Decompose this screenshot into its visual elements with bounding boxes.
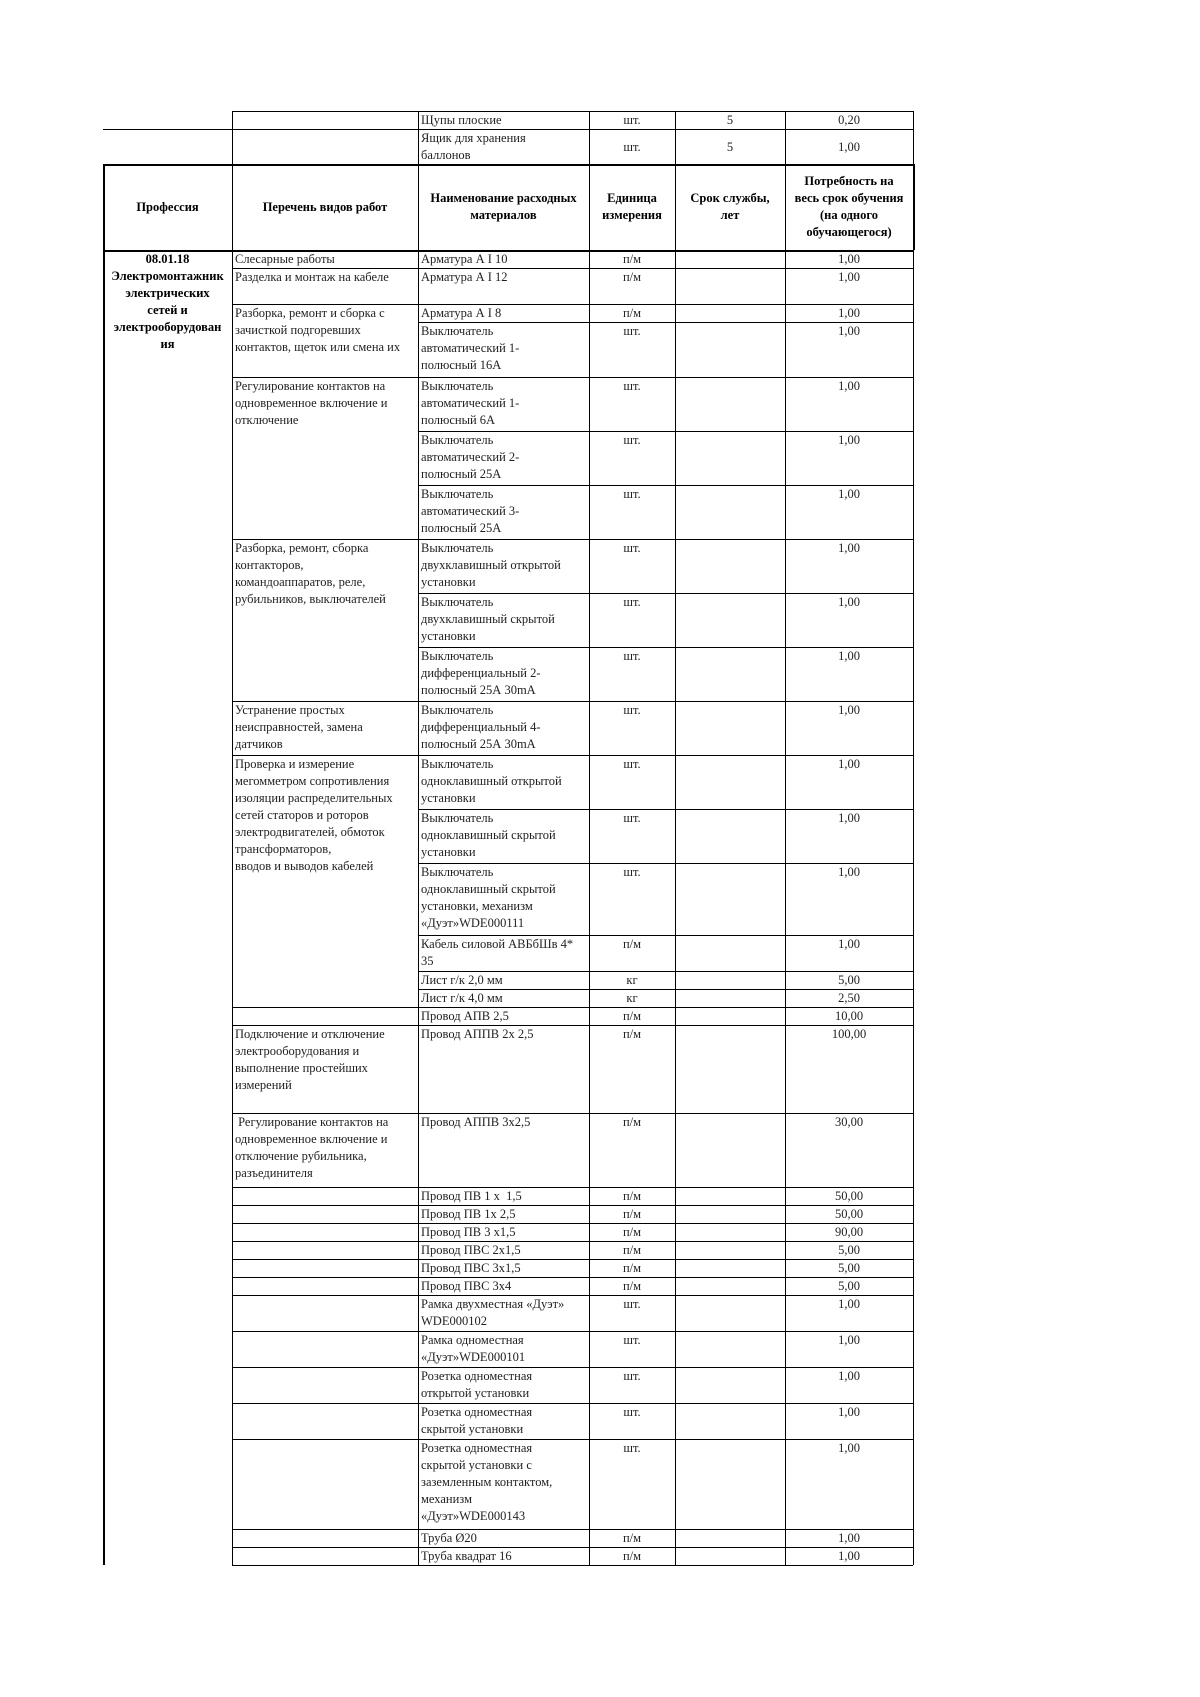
works-rule bbox=[232, 1529, 418, 1530]
unit-value: п/м bbox=[622, 306, 642, 320]
works-rule bbox=[232, 1547, 418, 1548]
need-value: 100,00 bbox=[831, 1027, 867, 1041]
work-type: Регулирование контактов на одновременное включение и отключение bbox=[235, 379, 388, 427]
material-name: Арматура А I 12 bbox=[421, 270, 508, 284]
unit-value: шт. bbox=[623, 865, 641, 879]
header-col-rule bbox=[913, 164, 915, 250]
unit-value: шт. bbox=[623, 1333, 641, 1347]
material-name: Выключатель одноклавишный скрытой установки, механизм «Дуэт»WDE000111 bbox=[421, 865, 556, 930]
work-type: Слесарные работы bbox=[235, 252, 335, 266]
material-name: Выключатель автоматический 2- полюсный 25А bbox=[421, 433, 520, 481]
material-name: Выключатель двухклавишный открытой установки bbox=[421, 541, 561, 589]
header-rule bbox=[103, 164, 913, 166]
row-rule bbox=[418, 1403, 913, 1404]
need-value: 1,00 bbox=[838, 139, 860, 154]
need-value: 30,00 bbox=[834, 1115, 864, 1129]
col-rule bbox=[785, 250, 786, 1565]
need-value: 1,00 bbox=[838, 306, 860, 320]
row-rule bbox=[418, 593, 913, 594]
header-profession: Профессия bbox=[136, 199, 199, 214]
material-name: Провод АППВ 2х 2,5 bbox=[421, 1027, 534, 1041]
row-rule bbox=[418, 755, 913, 756]
works-rule bbox=[232, 1439, 418, 1440]
work-type: Разборка, ремонт и сборка с зачисткой подгоревших контактов, щеток или смена их bbox=[235, 306, 401, 354]
service-life-value: 5 bbox=[726, 113, 734, 127]
need-value: 90,00 bbox=[834, 1225, 864, 1239]
unit-value: шт. bbox=[623, 1405, 641, 1419]
unit-value: шт. bbox=[623, 487, 641, 501]
row-rule bbox=[418, 863, 913, 864]
material-name: Провод АПВ 2,5 bbox=[421, 1009, 509, 1023]
row-rule bbox=[418, 1113, 913, 1114]
row-rule bbox=[418, 1223, 913, 1224]
material-name: Кабель силовой АВБбШв 4* 35 bbox=[421, 937, 574, 968]
top-col-rule bbox=[913, 111, 914, 164]
material-name: Провод ПВ 3 х1,5 bbox=[421, 1225, 516, 1239]
work-type: Проверка и измерение мегомметром сопротивления изоляции распределительных сетей статоров и роторов электродвигателей, обмоток трансформаторов, вводов и выводов кабелей bbox=[235, 757, 393, 873]
material-name: Провод ПВС 3х1,5 bbox=[421, 1261, 521, 1275]
row-rule bbox=[418, 1205, 913, 1206]
material-name: Розетка одноместная открытой установки bbox=[421, 1369, 533, 1400]
unit-value: п/м bbox=[622, 1531, 642, 1545]
need-value: 50,00 bbox=[834, 1207, 864, 1221]
top-col-rule bbox=[418, 111, 419, 164]
unit-value: п/м bbox=[622, 252, 642, 266]
material-name: Лист г/к 2,0 мм bbox=[421, 973, 503, 987]
profession-code: 08.01.18 bbox=[145, 252, 190, 266]
works-rule bbox=[232, 1277, 418, 1278]
row-rule bbox=[418, 1295, 913, 1296]
row-rule bbox=[418, 1007, 913, 1008]
row-rule bbox=[418, 1529, 913, 1530]
material-name: Выключатель автоматический 1- полюсный 6А bbox=[421, 379, 520, 427]
need-value: 5,00 bbox=[838, 973, 860, 987]
need-value: 1,00 bbox=[838, 1333, 860, 1347]
material-name: Арматура А I 8 bbox=[421, 306, 502, 320]
need-value: 1,00 bbox=[838, 1549, 860, 1563]
unit-value: шт. bbox=[623, 113, 641, 127]
need-value: 5,00 bbox=[838, 1279, 860, 1293]
row-rule bbox=[418, 935, 913, 936]
row-rule bbox=[418, 377, 913, 378]
unit-value: п/м bbox=[622, 1225, 642, 1239]
top-col-rule bbox=[232, 111, 233, 164]
unit-value: шт. bbox=[623, 1369, 641, 1383]
unit-value: п/м bbox=[622, 1207, 642, 1221]
need-value: 1,00 bbox=[838, 433, 860, 447]
need-value: 5,00 bbox=[838, 1261, 860, 1275]
works-rule bbox=[232, 1367, 418, 1368]
unit-value: шт. bbox=[623, 379, 641, 393]
unit-value: п/м bbox=[622, 937, 642, 951]
need-value: 1,00 bbox=[838, 1531, 860, 1545]
unit-value: шт. bbox=[623, 1297, 641, 1311]
material-name: Лист г/к 4,0 мм bbox=[421, 991, 503, 1005]
work-type: Разборка, ремонт, сборка контакторов, командоаппаратов, реле, рубильников, выключателей bbox=[235, 541, 386, 606]
material-name: Выключатель одноклавишный открытой установки bbox=[421, 757, 562, 805]
material-name: Выключатель автоматический 1- полюсный 16А bbox=[421, 324, 520, 372]
unit-value: кг bbox=[626, 973, 638, 987]
row-rule bbox=[418, 1439, 913, 1440]
unit-value: кг bbox=[626, 991, 638, 1005]
row-rule bbox=[418, 1259, 913, 1260]
row-rule bbox=[418, 989, 913, 990]
material-name: Провод ПВ 1х 2,5 bbox=[421, 1207, 516, 1221]
header-need: Потребность на весь срок обучения (на одного обучающегося) bbox=[794, 174, 904, 239]
row-rule bbox=[418, 304, 913, 305]
works-rule bbox=[232, 1223, 418, 1224]
unit-value: шт. bbox=[623, 811, 641, 825]
unit-value: п/м bbox=[622, 1115, 642, 1129]
need-value: 1,00 bbox=[838, 541, 860, 555]
unit-value: п/м bbox=[622, 1009, 642, 1023]
row-rule bbox=[418, 1241, 913, 1242]
need-value: 50,00 bbox=[834, 1189, 864, 1203]
row-rule bbox=[418, 701, 913, 702]
need-value: 1,00 bbox=[838, 757, 860, 771]
need-value: 1,00 bbox=[838, 252, 860, 266]
need-value: 2,50 bbox=[838, 991, 860, 1005]
row-rule bbox=[418, 1367, 913, 1368]
need-value: 10,00 bbox=[834, 1009, 864, 1023]
works-rule bbox=[232, 1565, 418, 1566]
material-name: Розетка одноместная скрытой установки bbox=[421, 1405, 533, 1436]
works-rule bbox=[232, 1259, 418, 1260]
need-value: 1,00 bbox=[838, 811, 860, 825]
unit-value: шт. bbox=[623, 757, 641, 771]
work-type: Разделка и монтаж на кабеле bbox=[235, 270, 389, 284]
unit-value: п/м bbox=[622, 1189, 642, 1203]
work-type: Устранение простых неисправностей, замена датчиков bbox=[235, 703, 363, 751]
works-rule bbox=[232, 1187, 418, 1188]
col-rule bbox=[675, 250, 676, 1565]
unit-value: шт. bbox=[623, 324, 641, 338]
material-name: Выключатель одноклавишный скрытой установки bbox=[421, 811, 556, 859]
unit-value: п/м bbox=[622, 1261, 642, 1275]
need-value: 5,00 bbox=[838, 1243, 860, 1257]
unit-value: шт. bbox=[623, 433, 641, 447]
need-value: 1,00 bbox=[838, 487, 860, 501]
material-name: Труба Ø20 bbox=[421, 1531, 477, 1545]
need-value: 1,00 bbox=[838, 595, 860, 609]
material-name: Рамка двухместная «Дуэт» WDE000102 bbox=[421, 1297, 565, 1328]
material-name: Провод ПВ 1 х 1,5 bbox=[421, 1189, 522, 1203]
unit-value: п/м bbox=[622, 1549, 642, 1563]
works-rule bbox=[232, 1025, 418, 1026]
material-name: Розетка одноместная скрытой установки с заземленным контактом, механизм «Дуэт»WDE000143 bbox=[421, 1441, 553, 1523]
works-rule bbox=[232, 1331, 418, 1332]
material-name: Провод АППВ 3х2,5 bbox=[421, 1115, 531, 1129]
row-rule bbox=[418, 1025, 913, 1026]
need-value: 1,00 bbox=[838, 1297, 860, 1311]
unit-value: п/м bbox=[622, 1279, 642, 1293]
col-rule bbox=[418, 250, 419, 1565]
need-value: 1,00 bbox=[838, 1369, 860, 1383]
need-value: 1,00 bbox=[838, 324, 860, 338]
unit-value: шт. bbox=[623, 139, 641, 154]
works-rule bbox=[232, 1295, 418, 1296]
row-rule bbox=[418, 485, 913, 486]
need-value: 1,00 bbox=[838, 865, 860, 879]
works-rule bbox=[232, 1205, 418, 1206]
row-rule bbox=[418, 1187, 913, 1188]
material-name: Выключатель автоматический 3- полюсный 25А bbox=[421, 487, 520, 535]
material-name: Выключатель дифференциальный 2- полюсный 25А 30mA bbox=[421, 649, 541, 697]
header-works: Перечень видов работ bbox=[262, 199, 388, 214]
header-materials: Наименование расходных материалов bbox=[430, 191, 577, 222]
header-unit: Единица измерения bbox=[602, 191, 662, 222]
row-rule bbox=[418, 1331, 913, 1332]
need-value: 1,00 bbox=[838, 937, 860, 951]
material-name: Провод ПВС 3х4 bbox=[421, 1279, 512, 1293]
material-name: Рамка одноместная «Дуэт»WDE000101 bbox=[421, 1333, 526, 1364]
row-rule bbox=[418, 431, 913, 432]
row-rule bbox=[418, 809, 913, 810]
work-type: Подключение и отключение электрооборудования и выполнение простейших измерений bbox=[235, 1027, 385, 1092]
unit-value: п/м bbox=[622, 270, 642, 284]
need-value: 1,00 bbox=[838, 1405, 860, 1419]
row-rule bbox=[418, 647, 913, 648]
unit-value: шт. bbox=[623, 541, 641, 555]
unit-value: шт. bbox=[623, 595, 641, 609]
unit-value: шт. bbox=[623, 703, 641, 717]
unit-value: п/м bbox=[622, 1027, 642, 1041]
col-rule bbox=[589, 250, 590, 1565]
works-rule bbox=[232, 1241, 418, 1242]
material-name: Ящик для хранения баллонов bbox=[421, 131, 526, 162]
material-name: Труба квадрат 16 bbox=[421, 1549, 512, 1563]
need-value: 1,00 bbox=[838, 703, 860, 717]
material-name: Арматура А I 10 bbox=[421, 252, 508, 266]
need-value: 1,00 bbox=[838, 649, 860, 663]
row-rule bbox=[418, 322, 913, 323]
unit-value: шт. bbox=[623, 649, 641, 663]
work-type: Регулирование контактов на одновременное включение и отключение рубильника, разъединителя bbox=[235, 1115, 389, 1180]
material-name: Провод ПВС 2х1,5 bbox=[421, 1243, 521, 1257]
left-border bbox=[103, 164, 105, 1565]
works-rule bbox=[232, 1007, 418, 1008]
row-rule bbox=[418, 539, 913, 540]
material-name: Выключатель дифференциальный 4- полюсный 25А 30mA bbox=[421, 703, 541, 751]
need-value: 0,20 bbox=[838, 113, 860, 127]
unit-value: п/м bbox=[622, 1243, 642, 1257]
material-name: Выключатель двухклавишный скрытой установки bbox=[421, 595, 555, 643]
row-rule bbox=[418, 268, 913, 269]
row-rule bbox=[418, 1547, 913, 1548]
works-rule bbox=[232, 1403, 418, 1404]
need-value: 1,00 bbox=[838, 1441, 860, 1455]
col-rule bbox=[913, 250, 914, 1565]
need-value: 1,00 bbox=[838, 270, 860, 284]
row-rule bbox=[418, 1277, 913, 1278]
header-service-life: Срок службы, лет bbox=[690, 191, 770, 222]
service-life-value: 5 bbox=[726, 139, 734, 154]
profession-name: Электромонтажник электрических сетей и электрооборудован ия bbox=[111, 269, 224, 351]
row-rule bbox=[418, 971, 913, 972]
material-name: Щупы плоские bbox=[421, 113, 502, 127]
need-value: 1,00 bbox=[838, 379, 860, 393]
row-rule bbox=[418, 1565, 913, 1566]
unit-value: шт. bbox=[623, 1441, 641, 1455]
